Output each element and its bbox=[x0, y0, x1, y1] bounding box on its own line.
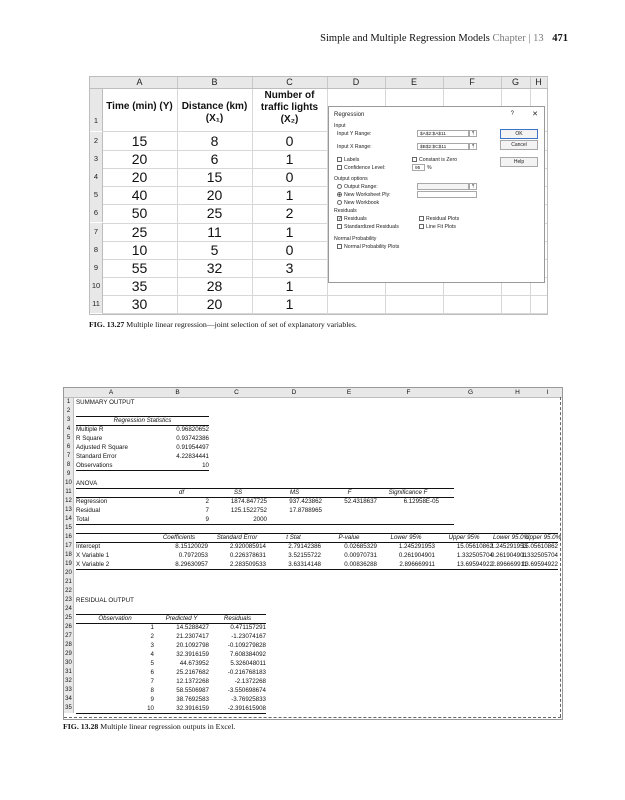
residual-observation: 3 bbox=[150, 642, 154, 649]
stat-value: 4.22834441 bbox=[176, 453, 209, 460]
cell-time[interactable]: 50 bbox=[131, 205, 148, 222]
coef-value: 1.332505704 bbox=[456, 552, 493, 559]
column-header[interactable]: C bbox=[252, 77, 328, 88]
cell-time[interactable]: 15 bbox=[131, 133, 148, 149]
anova-header: Significance F bbox=[388, 489, 428, 496]
anova-title: ANOVA bbox=[76, 480, 98, 487]
row-number[interactable]: 4 bbox=[90, 168, 103, 186]
column-header[interactable]: G bbox=[467, 389, 474, 396]
coef-value: 8.29630957 bbox=[175, 561, 208, 568]
column-header[interactable]: B bbox=[175, 389, 180, 396]
constant-zero-checkbox[interactable] bbox=[412, 157, 457, 163]
std-residuals-checkbox[interactable] bbox=[337, 224, 399, 230]
row-number[interactable]: 6 bbox=[64, 443, 74, 452]
column-header[interactable]: A bbox=[108, 389, 114, 396]
row-number[interactable]: 29 bbox=[64, 650, 74, 659]
row-number[interactable]: 30 bbox=[64, 659, 74, 668]
line-fit-checkbox[interactable] bbox=[419, 224, 456, 230]
coef-value: 13.69594922 bbox=[521, 561, 558, 568]
row-number[interactable]: 20 bbox=[64, 569, 74, 578]
collapse-arrow-icon[interactable]: ⤒ bbox=[469, 130, 477, 137]
cell-distance[interactable]: 11 bbox=[207, 223, 222, 240]
residual-predicted: 32.3916159 bbox=[176, 705, 209, 712]
anova-sig bbox=[377, 506, 439, 515]
cell-distance[interactable]: 8 bbox=[210, 133, 219, 149]
row-number[interactable]: 9 bbox=[64, 470, 74, 479]
regression-dialog bbox=[328, 106, 545, 283]
residual-output-title: RESIDUAL OUTPUT bbox=[76, 597, 134, 604]
coef-header: t Stat bbox=[286, 534, 301, 541]
radio-selected-icon bbox=[337, 192, 342, 197]
stat-label: Multiple R bbox=[76, 426, 104, 433]
residual-predicted: 58.5506987 bbox=[176, 687, 209, 694]
anova-row-label: Regression bbox=[76, 498, 108, 505]
input-y-label: Input Y Range: bbox=[337, 131, 372, 137]
cancel-button[interactable]: Cancel bbox=[500, 140, 538, 150]
anova-header: df bbox=[178, 489, 185, 496]
anova-ss: 125.1522752 bbox=[230, 507, 267, 514]
coef-value: 3.63314148 bbox=[288, 561, 321, 568]
cell-time[interactable]: 40 bbox=[131, 187, 148, 204]
coef-value: 0.00836288 bbox=[344, 561, 377, 568]
anova-ss: 1874.847725 bbox=[230, 498, 267, 505]
checkbox-icon bbox=[337, 224, 342, 229]
residual-observation: 4 bbox=[150, 651, 154, 658]
grid-line bbox=[102, 313, 547, 314]
caption-label: FIG. 13.28 bbox=[63, 722, 99, 731]
row-number[interactable]: 10 bbox=[90, 277, 103, 295]
row-number[interactable]: 2 bbox=[90, 132, 103, 150]
cell-time[interactable]: 35 bbox=[131, 277, 148, 294]
row-number[interactable]: 17 bbox=[64, 542, 74, 551]
ok-button[interactable]: OK bbox=[500, 129, 538, 139]
new-ply-radio[interactable] bbox=[337, 192, 391, 198]
row-number[interactable]: 11 bbox=[90, 295, 103, 313]
coef-value: 2.896669911 bbox=[491, 561, 527, 568]
row-number[interactable]: 10 bbox=[64, 479, 74, 488]
anova-ss: 2000 bbox=[253, 516, 267, 523]
row-number[interactable]: 5 bbox=[64, 434, 74, 443]
cell-time[interactable]: 20 bbox=[131, 169, 148, 186]
coef-value: 1.332505704 bbox=[521, 552, 558, 559]
new-workbook-radio[interactable] bbox=[337, 200, 379, 206]
anova-row-label: Total bbox=[76, 516, 90, 523]
confidence-checkbox[interactable] bbox=[337, 165, 386, 171]
residual-observation: 1 bbox=[150, 624, 154, 631]
residual-observation: 9 bbox=[150, 696, 154, 703]
chapter-label: Chapter | 13 bbox=[492, 33, 544, 44]
cell-traffic-lights[interactable]: 0 bbox=[285, 133, 294, 149]
cell-time[interactable]: 30 bbox=[131, 295, 148, 312]
anova-ms: 937.423862 bbox=[289, 498, 322, 505]
caption-text: Multiple linear regression—joint selection of set of explanatory variables. bbox=[126, 320, 357, 329]
column-header-bar bbox=[90, 77, 547, 89]
confidence-field[interactable]: 95 bbox=[412, 164, 425, 171]
output-range-field[interactable] bbox=[417, 183, 469, 190]
coef-value: 0.02685329 bbox=[344, 543, 377, 550]
coef-value: 2.283509533 bbox=[229, 561, 266, 568]
row-number[interactable]: 27 bbox=[64, 632, 74, 641]
caption-text: Multiple linear regression outputs in Excel. bbox=[100, 722, 236, 731]
cell-traffic-lights[interactable]: 2 bbox=[285, 205, 294, 222]
coef-header: P-value bbox=[338, 534, 360, 541]
coef-value: 0.00970731 bbox=[344, 552, 377, 559]
coef-row-label: Intercept bbox=[76, 543, 101, 550]
collapse-arrow-icon[interactable]: ⤒ bbox=[469, 143, 477, 150]
row-number[interactable]: 9 bbox=[90, 259, 103, 277]
row-number[interactable]: 2 bbox=[64, 407, 74, 416]
new-ply-label: New Worksheet Ply: bbox=[344, 192, 391, 198]
normal-plots-label: Normal Probability Plots bbox=[344, 244, 400, 250]
row-number[interactable]: 11 bbox=[64, 488, 74, 497]
residual-header: Predicted Y bbox=[165, 615, 198, 622]
cell-traffic-lights[interactable]: 1 bbox=[285, 295, 294, 312]
close-icon[interactable]: ✕ bbox=[532, 111, 538, 118]
residual-header: Residuals bbox=[223, 615, 252, 622]
row-number[interactable]: 35 bbox=[64, 704, 74, 713]
coef-value: 0.261904901 bbox=[490, 552, 527, 559]
stat-value: 10 bbox=[202, 462, 209, 469]
residual-observation: 7 bbox=[150, 678, 154, 685]
table-rule bbox=[76, 713, 266, 714]
residual-value: 5.326048011 bbox=[230, 660, 266, 667]
grid-line bbox=[252, 89, 253, 313]
output-range-radio[interactable] bbox=[337, 184, 378, 190]
column-title-distance: Distance (km) (X₁) bbox=[181, 101, 248, 124]
cell-traffic-lights[interactable]: 1 bbox=[285, 223, 294, 240]
page-break-line bbox=[560, 397, 561, 717]
stat-value: 0.96820652 bbox=[176, 426, 209, 433]
new-ply-field[interactable] bbox=[417, 191, 477, 198]
checkbox-checked-icon: ✓ bbox=[338, 216, 343, 223]
table-rule bbox=[76, 569, 558, 570]
row-number[interactable]: 14 bbox=[64, 515, 74, 524]
residual-predicted: 38.7692583 bbox=[176, 696, 209, 703]
residual-observation: 10 bbox=[147, 705, 154, 712]
row-number[interactable]: 24 bbox=[64, 605, 74, 614]
running-header bbox=[0, 33, 568, 44]
radio-icon bbox=[337, 184, 342, 189]
row-number[interactable]: 23 bbox=[64, 596, 74, 605]
residual-predicted: 20.1092798 bbox=[176, 642, 209, 649]
checkbox-icon bbox=[419, 224, 424, 229]
coef-value: 15.05610862 bbox=[456, 543, 493, 550]
summary-output-title: SUMMARY OUTPUT bbox=[76, 399, 135, 406]
help-button[interactable]: Help bbox=[500, 157, 538, 167]
cell-time[interactable]: 55 bbox=[131, 259, 148, 276]
stat-label: Adjusted R Square bbox=[76, 444, 128, 451]
residual-value: -2.1372268 bbox=[234, 678, 266, 685]
regression-statistics-heading: Regression Statistics bbox=[113, 417, 172, 424]
collapse-arrow-icon[interactable]: ⤒ bbox=[469, 183, 477, 190]
cell-distance[interactable]: 25 bbox=[206, 205, 223, 222]
anova-df: 9 bbox=[205, 516, 209, 523]
cell-distance[interactable]: 20 bbox=[206, 295, 223, 312]
stat-label: Standard Error bbox=[76, 453, 117, 460]
row-number[interactable]: 15 bbox=[64, 524, 74, 533]
column-header[interactable]: E bbox=[346, 389, 352, 396]
row-number[interactable]: 3 bbox=[64, 416, 74, 425]
coef-header: Standard Error bbox=[216, 534, 258, 541]
row-number[interactable]: 3 bbox=[90, 150, 103, 168]
residual-value: -1.23074167 bbox=[231, 633, 266, 640]
cell-distance[interactable]: 28 bbox=[206, 277, 223, 294]
constant-zero-label: Constant is Zero bbox=[419, 157, 458, 163]
cell-traffic-lights[interactable]: 1 bbox=[285, 151, 294, 168]
residual-predicted: 32.3916159 bbox=[176, 651, 209, 658]
column-title-time: Time (min) (Y) bbox=[106, 101, 173, 112]
table-rule bbox=[76, 470, 209, 471]
residual-value: 0.471157291 bbox=[230, 624, 266, 631]
output-range-label: Output Range: bbox=[344, 184, 378, 190]
normal-section-label: Normal Probability bbox=[334, 236, 377, 242]
page-break-line bbox=[64, 717, 561, 718]
coef-value: 15.05610862 bbox=[521, 543, 558, 550]
column-header[interactable]: E bbox=[385, 77, 444, 88]
cell-distance[interactable]: 32 bbox=[206, 259, 223, 276]
residual-predicted: 44.673952 bbox=[179, 660, 209, 667]
column-header-bar bbox=[64, 388, 562, 398]
figure-caption bbox=[89, 320, 357, 329]
input-y-range-field[interactable]: $A$2:$A$11 bbox=[417, 130, 469, 137]
coef-row-label: X Variable 2 bbox=[76, 561, 110, 568]
figure-caption bbox=[63, 722, 235, 731]
row-number[interactable]: 32 bbox=[64, 677, 74, 686]
cell-traffic-lights[interactable]: 1 bbox=[285, 277, 294, 294]
anova-f bbox=[322, 515, 377, 524]
residual-value: -0.216768183 bbox=[227, 669, 266, 676]
column-header[interactable]: F bbox=[443, 77, 502, 88]
coef-header: Upper 95.0% bbox=[525, 534, 562, 541]
coef-value: 1.245291953 bbox=[398, 543, 435, 550]
anova-header: F bbox=[347, 489, 352, 496]
anova-sig: 6.12958E-05 bbox=[403, 498, 439, 505]
std-residuals-label: Standardized Residuals bbox=[344, 224, 399, 230]
residual-observation: 8 bbox=[150, 687, 154, 694]
cell-time[interactable]: 20 bbox=[131, 151, 148, 168]
row-number[interactable]: 8 bbox=[64, 461, 74, 470]
coef-value: 0.7972053 bbox=[178, 552, 208, 559]
cell-distance[interactable]: 5 bbox=[210, 241, 219, 258]
row-number[interactable]: 33 bbox=[64, 686, 74, 695]
row-number[interactable]: 34 bbox=[64, 695, 74, 704]
column-header[interactable]: H bbox=[530, 77, 548, 88]
cell-traffic-lights[interactable]: 1 bbox=[285, 187, 294, 204]
new-workbook-label: New Workbook bbox=[344, 200, 380, 206]
residual-predicted: 12.1372268 bbox=[176, 678, 209, 685]
residual-value: -0.109279828 bbox=[227, 642, 266, 649]
table-rule bbox=[76, 524, 454, 525]
row-number[interactable]: 28 bbox=[64, 641, 74, 650]
row-number[interactable]: 31 bbox=[64, 668, 74, 677]
coef-value: 0.261904901 bbox=[398, 552, 435, 559]
input-x-label: Input X Range: bbox=[337, 144, 372, 150]
cell-distance[interactable]: 15 bbox=[206, 169, 223, 186]
normal-plots-checkbox[interactable] bbox=[337, 244, 399, 250]
coef-header: Upper 95% bbox=[448, 534, 480, 541]
coef-header: Lower 95% bbox=[390, 534, 422, 541]
stat-label: R Square bbox=[76, 435, 103, 442]
page-number: 471 bbox=[552, 33, 568, 44]
stat-value: 0.93742386 bbox=[176, 435, 209, 442]
checkbox-icon bbox=[419, 216, 424, 221]
row-number[interactable]: 1 bbox=[64, 398, 74, 407]
caption-label: FIG. 13.27 bbox=[89, 320, 125, 329]
residual-value: -3.550698674 bbox=[227, 687, 266, 694]
coef-value: 2.79142386 bbox=[288, 543, 321, 550]
residual-value: -2.391615908 bbox=[227, 705, 266, 712]
column-title-traffic-lights: Number of traffic lights (X₂) bbox=[260, 90, 319, 125]
residuals-label: Residuals bbox=[344, 216, 367, 222]
row-number[interactable]: 16 bbox=[64, 533, 74, 542]
column-header[interactable]: I bbox=[546, 389, 549, 396]
column-header[interactable]: D bbox=[327, 77, 386, 88]
running-title: Simple and Multiple Regression Models bbox=[320, 33, 490, 44]
stat-value: 0.91954497 bbox=[176, 444, 209, 451]
row-number[interactable]: 18 bbox=[64, 551, 74, 560]
row-number[interactable]: 12 bbox=[64, 497, 74, 506]
cell-time[interactable]: 25 bbox=[131, 223, 148, 240]
checkbox-icon bbox=[412, 157, 417, 162]
row-number[interactable]: 19 bbox=[64, 560, 74, 569]
stat-label: Observations bbox=[76, 462, 113, 469]
row-number[interactable]: 4 bbox=[64, 425, 74, 434]
residual-observation: 2 bbox=[150, 633, 154, 640]
input-x-range-field[interactable]: $B$2:$C$11 bbox=[417, 143, 469, 150]
residual-observation: 5 bbox=[150, 660, 154, 667]
residual-value: -3.76925833 bbox=[231, 696, 266, 703]
row-number[interactable]: 7 bbox=[90, 223, 103, 241]
labels-checkbox[interactable] bbox=[337, 157, 359, 163]
checkbox-icon bbox=[337, 244, 342, 249]
row-number[interactable]: 26 bbox=[64, 623, 74, 632]
checkbox-icon bbox=[337, 157, 342, 162]
column-header[interactable]: G bbox=[501, 77, 531, 88]
coef-row-label: X Variable 1 bbox=[76, 552, 110, 559]
input-section-label: Input bbox=[334, 123, 346, 129]
anova-header: SS bbox=[233, 489, 243, 496]
line-fit-label: Line Fit Plots bbox=[426, 224, 456, 230]
grid-line bbox=[177, 89, 178, 313]
output-section-label: Output options bbox=[334, 176, 368, 182]
figure-spreadsheet-input bbox=[89, 76, 548, 315]
radio-icon bbox=[337, 200, 342, 205]
cell-traffic-lights[interactable]: 0 bbox=[285, 169, 294, 186]
coef-value: 8.15120029 bbox=[175, 543, 208, 550]
coef-header: Lower 95.0% bbox=[493, 534, 530, 541]
anova-row-label: Residual bbox=[76, 507, 101, 514]
residual-observation: 6 bbox=[150, 669, 154, 676]
anova-f: 52.4318637 bbox=[344, 498, 377, 505]
residual-predicted: 25.2167682 bbox=[176, 669, 209, 676]
labels-label: Labels bbox=[344, 157, 360, 163]
residual-predicted: 21.2307417 bbox=[176, 633, 209, 640]
cell-distance[interactable]: 20 bbox=[206, 187, 223, 204]
anova-sig bbox=[377, 515, 439, 524]
anova-ms: 17.8788965 bbox=[289, 507, 322, 514]
dialog-title: Regression bbox=[334, 112, 365, 118]
row-number[interactable]: 21 bbox=[64, 578, 74, 587]
column-header[interactable]: H bbox=[515, 389, 520, 396]
row-number[interactable]: 8 bbox=[90, 241, 103, 259]
coef-value: 13.69594922 bbox=[456, 561, 493, 568]
coef-header: Coefficients bbox=[162, 534, 196, 541]
cell-traffic-lights[interactable]: 0 bbox=[285, 241, 294, 258]
row-number[interactable]: 22 bbox=[64, 587, 74, 596]
coef-value: 1.245291953 bbox=[490, 543, 527, 550]
column-header[interactable]: A bbox=[102, 77, 178, 88]
coef-value: 3.52155722 bbox=[288, 552, 321, 559]
residual-header: Observation bbox=[98, 615, 132, 622]
column-header[interactable]: B bbox=[177, 77, 253, 88]
help-icon[interactable]: ? bbox=[510, 111, 514, 117]
row-number[interactable]: 13 bbox=[64, 506, 74, 515]
percent-label: % bbox=[427, 165, 432, 171]
residuals-checkbox[interactable] bbox=[337, 216, 367, 222]
cell-time[interactable]: 10 bbox=[131, 241, 148, 258]
anova-df: 7 bbox=[205, 507, 209, 514]
residual-predicted: 14.5288427 bbox=[176, 624, 209, 631]
row-number[interactable]: 25 bbox=[64, 614, 74, 623]
residual-plots-label: Residual Plots bbox=[426, 216, 460, 222]
residual-value: 7.608384092 bbox=[229, 651, 266, 658]
checkbox-icon bbox=[337, 165, 342, 170]
figure-summary-output bbox=[63, 387, 563, 720]
residual-plots-checkbox[interactable] bbox=[419, 216, 459, 222]
anova-header: MS bbox=[289, 489, 300, 496]
coef-value: 2.896669911 bbox=[399, 561, 435, 568]
row-number[interactable]: 5 bbox=[90, 186, 103, 204]
column-header[interactable]: F bbox=[406, 389, 411, 396]
anova-f bbox=[322, 506, 377, 515]
row-number[interactable]: 1 bbox=[90, 89, 103, 131]
residuals-section-label: Residuals bbox=[334, 208, 357, 214]
cell-distance[interactable]: 6 bbox=[210, 151, 219, 168]
column-header[interactable]: D bbox=[291, 389, 297, 396]
anova-ms bbox=[267, 515, 322, 524]
row-number[interactable]: 6 bbox=[90, 204, 103, 222]
coef-value: 2.920085914 bbox=[229, 543, 266, 550]
cell-traffic-lights[interactable]: 3 bbox=[285, 259, 294, 276]
confidence-label: Confidence Level: bbox=[344, 165, 386, 171]
row-number[interactable]: 7 bbox=[64, 452, 74, 461]
anova-df: 2 bbox=[205, 498, 209, 505]
coef-value: 0.226378631 bbox=[229, 552, 266, 559]
column-header[interactable]: C bbox=[234, 389, 239, 396]
